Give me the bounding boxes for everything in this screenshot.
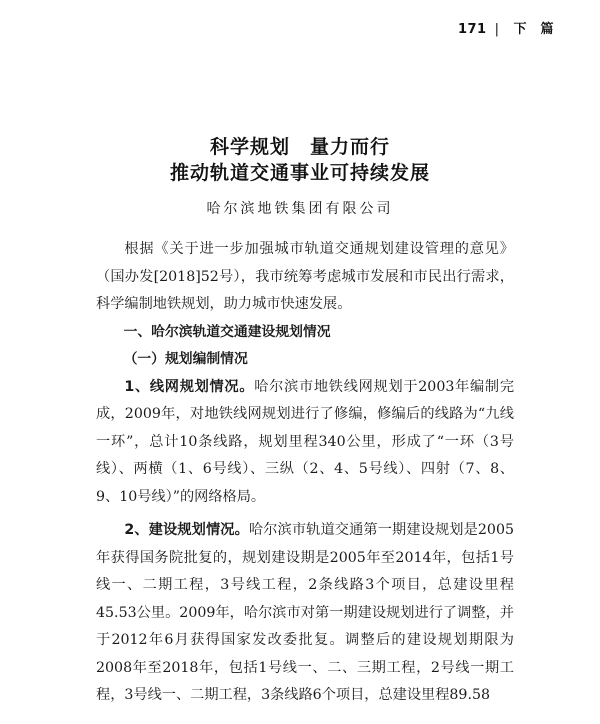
section-heading: 一、哈尔滨轨道交通建设规划情况 <box>123 323 331 340</box>
header-separator: | <box>494 22 500 37</box>
page-number: 171 <box>457 22 487 37</box>
article-title-line-2: 推动轨道交通事业可持续发展 <box>169 162 430 184</box>
paragraph-lead: 2、建设规划情况。 <box>124 522 249 538</box>
paragraph-line-network <box>96 374 514 512</box>
part-label: 下 篇 <box>513 22 554 37</box>
page-header <box>458 18 554 37</box>
paragraph-text: 哈尔滨市地铁线网规划于2003年编制完成，2009年，对地铁线网规划进行了修编，修编后的线路为“九线一环”，总计10条线路，规划里程340公里，形成了“一环（3号线）、两横（1、6号线）、三纵（2、4、5号线）、四射（7、8、9、10号线）”的网络格局。 <box>96 378 515 505</box>
paragraph-text: 哈尔滨市轨道交通第一期建设规划是2005年获得国务院批复的，规划建设期是2005年至2014年，包括1号线一、二期工程，3号线工程，2条线路3个项目，总建设里程45.53公里。2009年，哈尔滨市对第一期建设规划进行了调整，并于2012年6月获得国家发改委批复。调整后的建设规划期限为2008年至2018年，包括1号线一、二、三期工程，2号线一期工程，3号线一、二期工程，3条线路6个项目，总建设里程89.58 <box>96 522 514 703</box>
subsection-heading: （一）规划编制情况 <box>123 351 248 367</box>
intro-paragraph: 根据《关于进一步加强城市轨道交通规划建设管理的意见》（国办发[2018]52号），我市统筹考虑城市发展和市民出行需求，科学编制地铁规划，助力城市快速发展。 <box>96 241 514 312</box>
paragraph-lead: 1、线网规划情况。 <box>124 378 255 395</box>
article-body <box>96 236 514 710</box>
article-title-line-1: 科学规划 量力而行 <box>209 136 390 158</box>
article-author: 哈尔滨地铁集团有限公司 <box>206 201 394 217</box>
paragraph-construction-plan <box>96 517 514 710</box>
